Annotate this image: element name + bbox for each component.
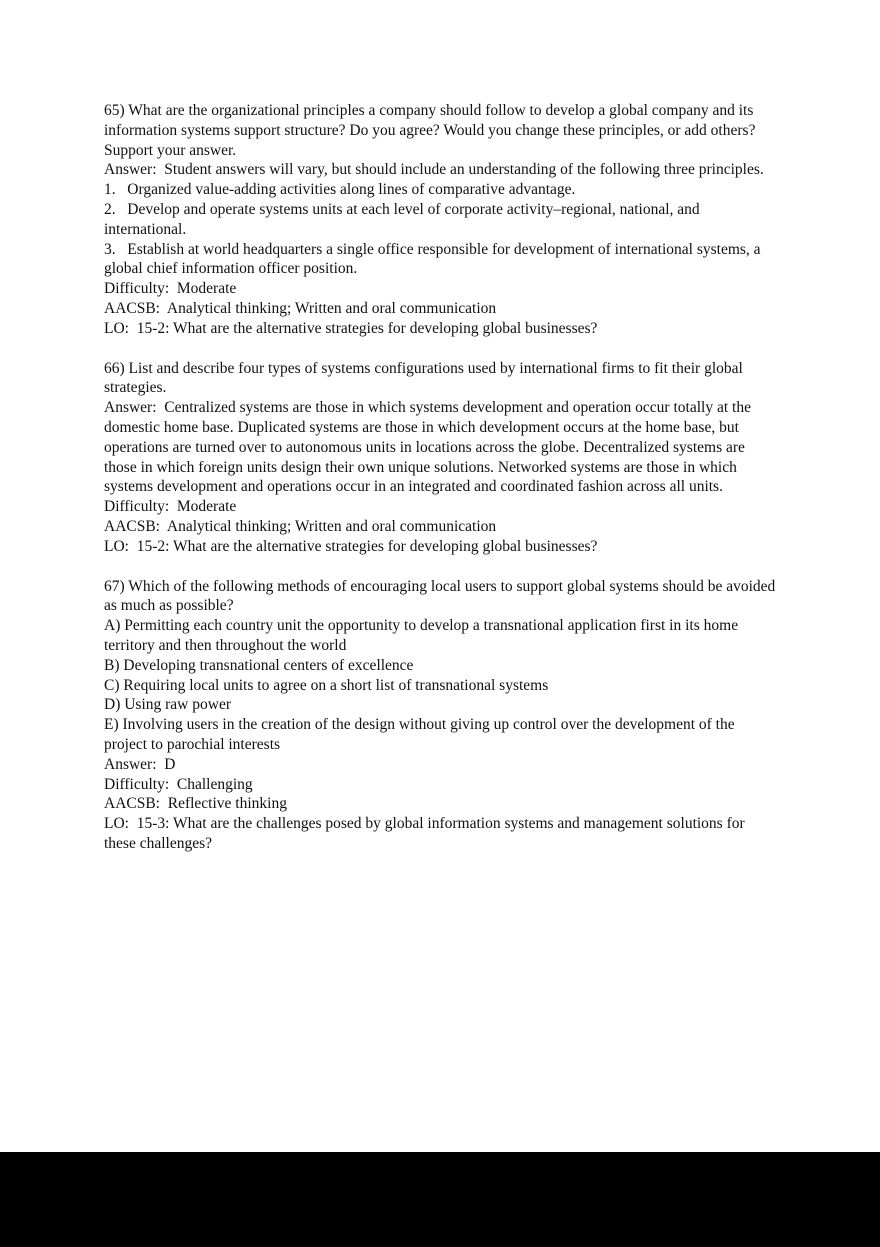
paragraph: AACSB: Reflective thinking: [104, 795, 287, 813]
paragraph: 3. Establish at world headquarters a single office responsible for development of international systems, a global chief information officer position.: [104, 240, 765, 278]
paragraph: C) Requiring local units to agree on a short list of transnational systems: [104, 676, 549, 694]
paragraph: A) Permitting each country unit the opportunity to develop a transnational application first in its home territory and then throughout the world: [104, 617, 742, 654]
paragraph: Difficulty: Moderate: [104, 498, 237, 516]
paragraph: D) Using raw power: [104, 696, 231, 714]
paragraph: Difficulty: Moderate: [104, 280, 237, 298]
paragraph: Difficulty: Challenging: [104, 775, 253, 793]
paragraph: Answer: Student answers will vary, but should include an understanding of the following three principles.: [104, 161, 764, 179]
question-block: [104, 101, 778, 339]
paragraph: 66) List and describe four types of systems configurations used by international firms to fit their global strategies.: [104, 359, 747, 397]
paragraph: 65) What are the organizational principles a company should follow to develop a global company and its information systems support structure? Do you agree? Would you change these principles, or add others? Support your answer.: [104, 102, 760, 159]
question-block: [104, 359, 778, 557]
paragraph: LO: 15-3: What are the challenges posed by global information systems and management solutions for these challenges?: [104, 815, 749, 852]
bottom-black-band: [0, 1152, 880, 1247]
paragraph: AACSB: Analytical thinking; Written and oral communication: [104, 299, 497, 317]
paragraph: 67) Which of the following methods of encouraging local users to support global systems should be avoided as much as possible?: [104, 577, 780, 615]
paragraph: E) Involving users in the creation of the design without giving up control over the development of the project to parochial interests: [104, 716, 739, 753]
paragraph: LO: 15-2: What are the alternative strategies for developing global businesses?: [104, 319, 598, 337]
paragraph: LO: 15-2: What are the alternative strategies for developing global businesses?: [104, 537, 598, 555]
paragraph: B) Developing transnational centers of excellence: [104, 656, 414, 674]
paragraph: Answer: Centralized systems are those in which systems development and operation occur totally at the domestic home base. Duplicated systems are those in which development occurs at the home base, but operations are turned over to autonomous units in locations across the globe. Decentralized systems are those in which foreign units design their own unique solutions. Networked systems are those in which systems development and operations occur in an integrated and coordinated fashion across all units.: [104, 399, 755, 496]
document-content: [104, 101, 778, 854]
paragraph: AACSB: Analytical thinking; Written and oral communication: [104, 517, 497, 535]
paragraph: Answer: D: [104, 755, 176, 773]
paragraph: 1. Organized value-adding activities along lines of comparative advantage.: [104, 181, 576, 199]
paragraph: 2. Develop and operate systems units at each level of corporate activity–regional, national, and international.: [104, 200, 704, 238]
question-block: [104, 577, 778, 854]
